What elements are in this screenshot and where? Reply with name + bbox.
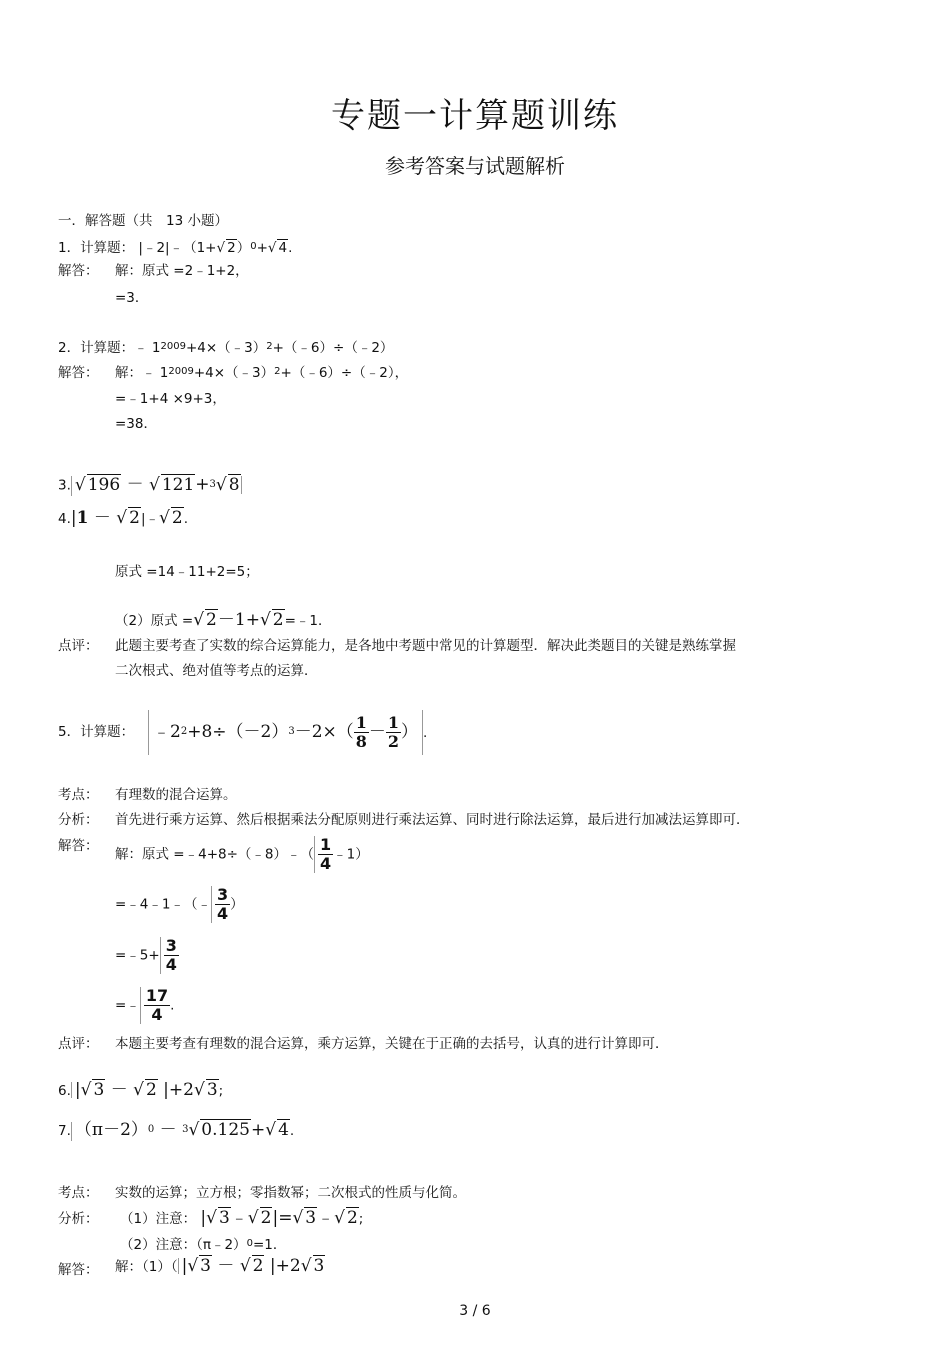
q2-answer-line1 bbox=[115, 365, 408, 383]
q67-fx2-end: =1． bbox=[252, 1237, 287, 1253]
q6-end: ; bbox=[218, 1083, 224, 1099]
q5-jd-label: 解答： bbox=[58, 838, 99, 854]
q67-fx2-e: 0 bbox=[246, 1238, 253, 1249]
q5-dp: 本题主要考查有理数的混合运算，乘方运算，关键在于正确的去括号，认真的进行计算即可． bbox=[115, 1036, 669, 1052]
q5-fx-label: 分析： bbox=[58, 812, 99, 828]
q4-one: 1 bbox=[76, 508, 89, 528]
q5-a1t: ﹣1） bbox=[333, 846, 369, 863]
q4-a2-rad2: 2 bbox=[272, 610, 284, 630]
q1-end: . bbox=[288, 240, 293, 256]
sqrt-icon: √ 2 bbox=[334, 1208, 358, 1228]
q3-plus: + bbox=[195, 474, 210, 495]
q5-a2t: ） bbox=[230, 896, 244, 913]
q7-expr1: （π－2） bbox=[74, 1120, 148, 1140]
q5-kd: 有理数的混合运算。 bbox=[115, 787, 237, 803]
q67-jd-tail: +2 bbox=[275, 1256, 301, 1276]
question-4 bbox=[58, 510, 188, 527]
q5-ans-line4 bbox=[115, 987, 174, 1024]
question-1 bbox=[58, 240, 292, 258]
q5-ans-line2 bbox=[115, 886, 244, 923]
q5-fx: 首先进行乘方运算、然后根据乘法分配原则进行乘法运算、同时进行除法运算，最后进行加减法运算即可． bbox=[115, 812, 750, 828]
sqrt-icon: √ 2 bbox=[116, 508, 140, 528]
q4-end: . bbox=[183, 511, 188, 527]
q67-fx1-r3b: 3 bbox=[305, 1208, 317, 1228]
q5-a2n: 3 bbox=[217, 885, 229, 904]
q67-fx1-formula: |√ 3﹣√ 2|=√ 3﹣√ 2 bbox=[200, 1208, 358, 1228]
q6-label: 6. bbox=[58, 1083, 71, 1099]
q67-fx1-r3: 3 bbox=[218, 1208, 230, 1228]
q5-fminus: － bbox=[368, 722, 386, 742]
q5-f2n: 1 bbox=[387, 713, 400, 732]
sqrt-icon: √ 2 bbox=[247, 1208, 272, 1228]
q5-a3-frac-box bbox=[160, 937, 179, 974]
q5-dp-label: 点评： bbox=[58, 1036, 99, 1052]
q67-fx1-m2: ﹣ bbox=[317, 1208, 335, 1228]
q5-expr4: ） bbox=[401, 722, 419, 742]
q4-label: 4. bbox=[58, 511, 71, 527]
q5-frac1 bbox=[354, 714, 369, 751]
q5-a4d: 4 bbox=[151, 1005, 163, 1024]
q4-a2-rad1: 2 bbox=[206, 610, 217, 630]
q67-jd-line1 bbox=[115, 1258, 325, 1275]
q5-expr3: －2×（ bbox=[294, 722, 354, 742]
q5-a1-frac bbox=[318, 836, 333, 873]
q1-answer-line1: 解：原式 =2﹣1+2， bbox=[115, 263, 249, 279]
q5-f2d: 2 bbox=[387, 732, 400, 751]
page-subtitle: 参考答案与试题解析 bbox=[385, 154, 565, 178]
q6-minus: － bbox=[110, 1080, 128, 1100]
sqrt-icon: √ 4 bbox=[265, 1120, 289, 1140]
q7-r1: 0.125 bbox=[201, 1120, 250, 1140]
sqrt-icon: √ 3 bbox=[80, 1080, 105, 1100]
q7-index: 3 bbox=[182, 1124, 189, 1135]
q5-a3-frac bbox=[164, 937, 179, 974]
divider bbox=[241, 476, 242, 494]
q67-jd-formula: |√ 3 － √ 2 |+2√ 3 bbox=[178, 1258, 326, 1274]
q4-radicand-b: 2 bbox=[171, 508, 183, 528]
sqrt-icon: √ 2 bbox=[259, 610, 284, 630]
q67-fx-label: 分析： bbox=[58, 1211, 99, 1227]
q2-answer-label: 解答： bbox=[58, 365, 99, 381]
q1-exp0: 0 bbox=[250, 241, 257, 252]
q5-a1: 解：原式 =﹣4+8÷（﹣8）﹣（ bbox=[115, 846, 314, 863]
q5-a3d: 4 bbox=[165, 955, 177, 974]
q4-a2-pre: （2）原式 = bbox=[115, 613, 194, 629]
sqrt-icon: √ 2 bbox=[133, 1080, 157, 1100]
sqrt-icon: √ 121 bbox=[149, 474, 195, 495]
q4-answer-line2 bbox=[115, 612, 332, 629]
comment1-line1: 此题主要考查了实数的综合运算能力，是各地中考题中常见的计算题型．解决此类题目的关键是熟练掌握 bbox=[115, 638, 736, 654]
q3-radicand-2: 121 bbox=[161, 474, 195, 495]
q4-minus: － bbox=[93, 508, 111, 528]
q5-kd-label: 考点： bbox=[58, 787, 99, 803]
q67-kd-label: 考点： bbox=[58, 1185, 99, 1201]
q2-answer-line3: =38． bbox=[115, 416, 157, 432]
q5-f1d: 8 bbox=[355, 732, 367, 751]
q4-a2-end: =﹣1． bbox=[284, 613, 332, 629]
q7-end: . bbox=[289, 1123, 295, 1139]
q5-expr2: +8÷（－2） bbox=[187, 722, 289, 742]
q5-a3n: 3 bbox=[165, 936, 177, 955]
q67-jd-r2: 2 bbox=[252, 1256, 264, 1276]
q1-radicand-2: 2 bbox=[227, 240, 236, 256]
q5-end: . bbox=[423, 725, 428, 741]
q5-e2: 2 bbox=[180, 726, 188, 737]
sqrt-icon: √ 196 bbox=[74, 474, 121, 495]
q67-fx1-m: ﹣ bbox=[230, 1208, 248, 1228]
q5-a2d: 4 bbox=[217, 904, 229, 923]
q67-fx1-r2b: 2 bbox=[346, 1208, 358, 1228]
q4-sep: |﹣ bbox=[140, 511, 160, 527]
q1-answer-label: 解答： bbox=[58, 263, 99, 279]
cube-root-icon: √ 0.125 bbox=[188, 1120, 250, 1140]
q6-r2: 2 bbox=[145, 1080, 157, 1100]
sqrt-icon: √ 3 bbox=[300, 1256, 325, 1276]
sqrt-icon: √ 2 bbox=[216, 240, 236, 256]
q7-plus: + bbox=[250, 1120, 266, 1140]
q4-a2-mid: －1+ bbox=[217, 610, 260, 630]
q2-a1-exp: 2009 bbox=[168, 366, 194, 377]
q2-a1-pre: 解：﹣ 1 bbox=[115, 365, 169, 381]
q67-fx1-pre: （1）注意： bbox=[120, 1211, 197, 1227]
q2-a1-exp2: 2 bbox=[274, 366, 281, 377]
sqrt-icon: √ 3 bbox=[206, 1208, 230, 1228]
comment1-line2: 二次根式、绝对值等考点的运算． bbox=[115, 663, 318, 679]
sqrt-icon: √ 2 bbox=[193, 610, 217, 630]
q1-plus: + bbox=[256, 240, 268, 256]
q5-a3: =﹣5+ bbox=[115, 947, 160, 964]
q4-radicand: 2 bbox=[129, 508, 140, 528]
q3-minus: － bbox=[126, 474, 144, 495]
q5-a4-frac-box bbox=[140, 987, 170, 1024]
q1-expr-b: ） bbox=[236, 240, 251, 256]
q3-radicand-3: 8 bbox=[228, 474, 240, 495]
q5-a4-frac bbox=[144, 987, 170, 1024]
q1-expr-a: |﹣2|﹣（1+ bbox=[138, 240, 217, 256]
q2-a1-tail: +（﹣6）÷（﹣2）， bbox=[280, 365, 409, 381]
q67-fx1-eq: = bbox=[278, 1208, 293, 1228]
q4-answer-line1: 原式 =14﹣11+2=5； bbox=[115, 564, 259, 580]
q5-frac2 bbox=[386, 714, 401, 751]
q67-fx2-pre: （2）注意：（π﹣2） bbox=[120, 1237, 247, 1253]
q5-a4t: . bbox=[170, 997, 175, 1014]
q5-a1-frac-box bbox=[314, 836, 333, 873]
q67-jd-label: 解答： bbox=[58, 1262, 99, 1278]
q6-r3b: 3 bbox=[206, 1080, 218, 1100]
q2-a1-mid: +4×（﹣3） bbox=[193, 365, 275, 381]
q5-f1n: 1 bbox=[355, 713, 367, 732]
q3-radicand-1: 196 bbox=[87, 474, 121, 495]
q5-a2-frac-box bbox=[211, 886, 230, 923]
q3-formula bbox=[71, 476, 242, 496]
section-heading: 一．解答题（共 13 小题） bbox=[58, 213, 228, 229]
q1-label: 1．计算题： bbox=[58, 240, 135, 256]
q7-minus: － bbox=[159, 1120, 177, 1140]
q5-a4n: 17 bbox=[145, 986, 169, 1005]
q3-index: 3 bbox=[209, 478, 216, 490]
comment1-label: 点评： bbox=[58, 638, 99, 654]
q5-a4: =﹣ bbox=[115, 997, 140, 1014]
q5-expr1: ﹣2 bbox=[153, 722, 181, 742]
q6-r3: 3 bbox=[93, 1080, 105, 1100]
q7-label: 7. bbox=[58, 1123, 71, 1139]
q7-formula bbox=[71, 1122, 290, 1141]
q2-exp2: 2 bbox=[266, 341, 273, 352]
q7-r2: 4 bbox=[278, 1120, 289, 1140]
q6-formula: |√ 3 － √ 2 |+2√ 3 bbox=[71, 1082, 219, 1098]
question-6 bbox=[58, 1082, 223, 1099]
q2-tail: +（﹣6）÷（﹣2） bbox=[272, 340, 394, 356]
q5-a1n: 1 bbox=[320, 835, 332, 854]
q67-jd-r3: 3 bbox=[200, 1256, 211, 1276]
q2-label: 2．计算题：﹣ 1 bbox=[58, 340, 161, 356]
q5-formula bbox=[148, 710, 427, 755]
question-3 bbox=[58, 476, 242, 496]
q67-kd: 实数的运算；立方根；零指数幂；二次根式的性质与化简。 bbox=[115, 1185, 466, 1201]
q3-label: 3. bbox=[58, 477, 71, 494]
q5-e3: 3 bbox=[288, 726, 295, 737]
q67-jd-r3b: 3 bbox=[313, 1256, 325, 1276]
q5-a2-frac bbox=[215, 886, 230, 923]
q67-jd-m: － bbox=[217, 1256, 235, 1276]
q2-mid: +4×（﹣3） bbox=[185, 340, 267, 356]
q67-fx1-r2: 2 bbox=[260, 1208, 272, 1228]
sqrt-icon: √ 2 bbox=[159, 508, 183, 528]
page-title: 专题一计算题训练 bbox=[331, 96, 619, 136]
sqrt-icon: √ 2 bbox=[239, 1256, 264, 1276]
q1-answer-line2: =3． bbox=[115, 290, 149, 306]
sqrt-icon: √ 3 bbox=[187, 1256, 211, 1276]
q5-formula-box bbox=[148, 710, 423, 755]
q6-tail: +2 bbox=[168, 1080, 194, 1100]
q67-jd-pre: 解：（1）（ bbox=[115, 1259, 178, 1275]
question-2 bbox=[58, 340, 393, 358]
q2-answer-line2: =﹣1+4 ×9+3， bbox=[115, 391, 226, 407]
page-number: 3 / 6 bbox=[459, 1303, 491, 1319]
sqrt-icon: √ 3 bbox=[193, 1080, 218, 1100]
sqrt-icon: √ 4 bbox=[267, 240, 288, 256]
q67-fx1-end: ; bbox=[358, 1211, 364, 1227]
question-7 bbox=[58, 1122, 294, 1141]
q5-ans-line1 bbox=[115, 836, 369, 873]
cube-root-icon: √ 8 bbox=[215, 474, 240, 495]
q7-e0: 0 bbox=[147, 1124, 155, 1135]
q4-formula: |1 － √ 2 bbox=[70, 508, 140, 528]
q5-label: 5．计算题： bbox=[58, 724, 135, 740]
q67-fx-line2 bbox=[120, 1237, 286, 1255]
q67-fx-line1 bbox=[120, 1210, 363, 1227]
sqrt-icon: √ 3 bbox=[292, 1208, 317, 1228]
q5-a2: =﹣4﹣1﹣（﹣ bbox=[115, 896, 211, 913]
q2-exp: 2009 bbox=[160, 341, 186, 352]
q5-ans-line3 bbox=[115, 937, 179, 974]
q1-radicand-4: 4 bbox=[278, 240, 288, 256]
q5-a1d: 4 bbox=[320, 854, 332, 873]
